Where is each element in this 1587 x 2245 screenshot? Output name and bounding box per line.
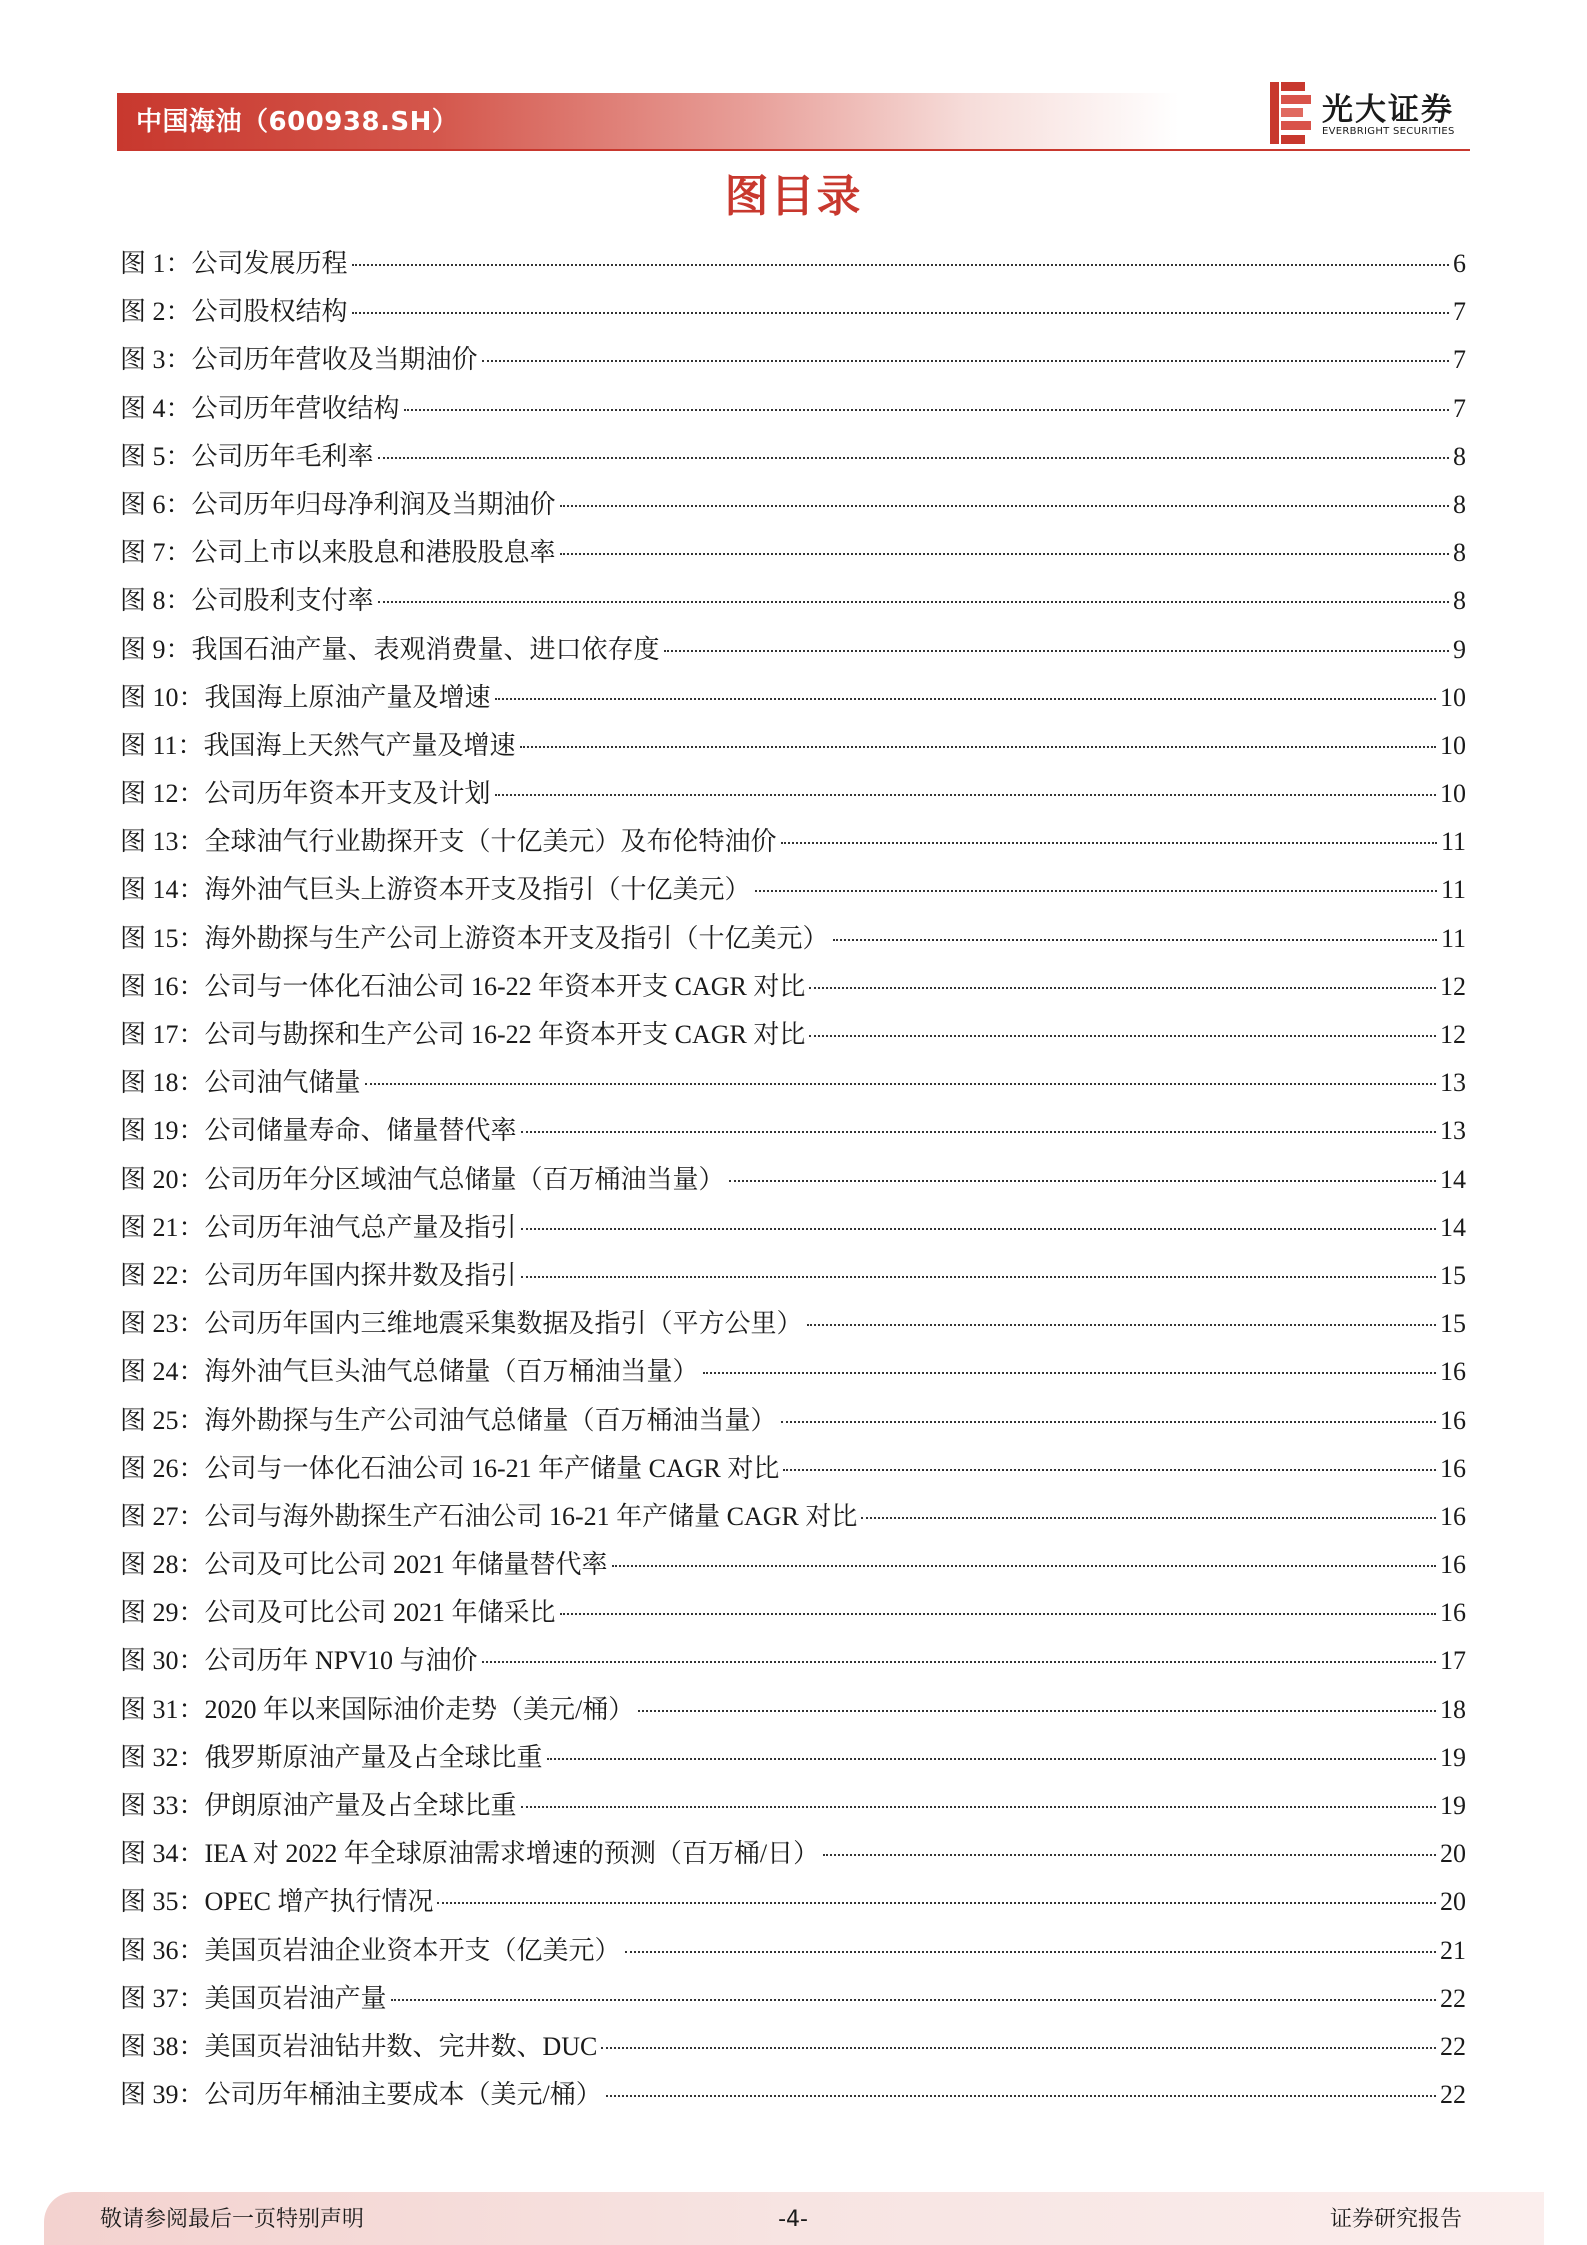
toc-entry-label: 图 22：公司历年国内探井数及指引 xyxy=(120,1260,517,1290)
toc-entry-page: 10 xyxy=(1440,730,1466,760)
toc-entry-page: 16 xyxy=(1440,1501,1466,1531)
toc-entry-label: 图 16：公司与一体化石油公司 16-22 年资本开支 CAGR 对比 xyxy=(120,971,806,1001)
toc-entry[interactable] xyxy=(120,1734,1466,1782)
toc-entry-label: 图 13：全球油气行业勘探开支（十亿美元）及布伦特油价 xyxy=(120,827,777,857)
toc-leader-dots xyxy=(404,409,1449,411)
toc-leader-dots xyxy=(560,505,1449,507)
toc-leader-dots xyxy=(482,1661,1436,1663)
toc-entry-page: 7 xyxy=(1453,297,1466,327)
toc-entry-page: 22 xyxy=(1440,2080,1466,2110)
toc-leader-dots xyxy=(703,1372,1436,1374)
toc-leader-dots xyxy=(823,1854,1436,1856)
toc-entry[interactable] xyxy=(120,240,1466,288)
header-title: 中国海油（600938.SH） xyxy=(136,107,459,137)
toc-entry-page: 22 xyxy=(1440,2031,1466,2061)
toc-leader-dots xyxy=(352,312,1449,314)
toc-entry-page: 17 xyxy=(1440,1646,1466,1676)
toc-leader-dots xyxy=(781,1421,1436,1423)
toc-entry-page: 8 xyxy=(1453,489,1466,519)
toc-entry[interactable] xyxy=(120,288,1466,336)
toc-leader-dots xyxy=(755,890,1437,892)
toc-entry[interactable] xyxy=(120,481,1466,529)
toc-entry[interactable] xyxy=(120,818,1466,866)
logo-text-cn: 光大证券 xyxy=(1322,92,1454,128)
toc-entry-label: 图 23：公司历年国内三维地震采集数据及指引（平方公里） xyxy=(120,1309,803,1339)
toc-entry-page: 6 xyxy=(1453,249,1466,278)
toc-entry-label: 图 38：美国页岩油钻井数、完井数、DUC xyxy=(120,2031,598,2061)
toc-entry[interactable] xyxy=(120,866,1466,914)
toc-entry-page: 8 xyxy=(1453,586,1466,616)
toc-entry[interactable] xyxy=(120,1252,1466,1300)
toc-entry[interactable] xyxy=(120,1300,1466,1348)
toc-entry-page: 19 xyxy=(1440,1791,1466,1820)
toc-entry[interactable] xyxy=(120,433,1466,481)
toc-entry-page: 20 xyxy=(1440,1887,1466,1917)
toc-entry-page: 14 xyxy=(1440,1212,1466,1242)
toc-entry-label: 图 26：公司与一体化石油公司 16-21 年产储量 CAGR 对比 xyxy=(120,1453,780,1483)
toc-leader-dots xyxy=(520,746,1436,748)
figure-toc-list xyxy=(120,240,1466,2119)
toc-entry-label: 图 25：海外勘探与生产公司油气总储量（百万桶油当量） xyxy=(120,1405,777,1435)
toc-entry-label: 图 8：公司股利支付率 xyxy=(120,586,374,616)
toc-entry-label: 图 27：公司与海外勘探生产石油公司 16-21 年产储量 CAGR 对比 xyxy=(120,1501,858,1531)
toc-entry[interactable] xyxy=(120,1011,1466,1059)
toc-entry[interactable] xyxy=(120,336,1466,384)
toc-entry-label: 图 4：公司历年营收结构 xyxy=(120,393,400,423)
toc-leader-dots xyxy=(809,987,1436,989)
toc-entry[interactable] xyxy=(120,1830,1466,1878)
brand-logo xyxy=(1270,82,1470,144)
toc-leader-dots xyxy=(378,457,1449,459)
toc-leader-dots xyxy=(521,1228,1436,1230)
toc-entry-label: 图 17：公司与勘探和生产公司 16-22 年资本开支 CAGR 对比 xyxy=(120,1020,806,1049)
toc-entry-label: 图 20：公司历年分区域油气总储量（百万桶油当量） xyxy=(120,1164,725,1194)
toc-entry-page: 12 xyxy=(1440,971,1466,1001)
toc-entry[interactable] xyxy=(120,2071,1466,2119)
toc-leader-dots xyxy=(495,698,1436,700)
toc-entry-page: 7 xyxy=(1453,393,1466,423)
toc-entry[interactable] xyxy=(120,529,1466,577)
toc-entry-page: 20 xyxy=(1440,1839,1466,1869)
toc-entry-label: 图 31：2020 年以来国际油价走势（美元/桶） xyxy=(120,1694,635,1724)
toc-entry[interactable] xyxy=(120,1589,1466,1637)
toc-entry[interactable] xyxy=(120,2023,1466,2071)
toc-entry[interactable] xyxy=(120,1107,1466,1155)
toc-entry[interactable] xyxy=(120,385,1466,433)
toc-leader-dots xyxy=(437,1902,1436,1904)
toc-entry[interactable] xyxy=(120,1686,1466,1734)
toc-entry-page: 22 xyxy=(1440,1983,1466,2013)
toc-entry-page: 11 xyxy=(1440,923,1466,953)
toc-entry-label: 图 30：公司历年 NPV10 与油价 xyxy=(120,1646,478,1676)
toc-entry-page: 19 xyxy=(1440,1742,1466,1772)
toc-entry-page: 16 xyxy=(1440,1405,1466,1435)
toc-entry-page: 7 xyxy=(1453,345,1466,375)
footer-disclaimer: 敬请参阅最后一页特别声明 xyxy=(100,2207,365,2232)
toc-entry[interactable] xyxy=(120,1059,1466,1107)
toc-entry[interactable] xyxy=(120,915,1466,963)
toc-leader-dots xyxy=(521,1131,1436,1133)
toc-entry-label: 图 5：公司历年毛利率 xyxy=(120,441,374,471)
toc-entry[interactable] xyxy=(120,1397,1466,1445)
toc-entry-page: 8 xyxy=(1453,538,1466,568)
toc-leader-dots xyxy=(495,794,1436,796)
toc-entry-label: 图 29：公司及可比公司 2021 年储采比 xyxy=(120,1598,556,1628)
toc-leader-dots xyxy=(560,553,1449,555)
toc-leader-dots xyxy=(521,1806,1436,1808)
toc-entry-page: 10 xyxy=(1440,779,1466,809)
page-title: 图目录 xyxy=(724,171,863,222)
toc-entry[interactable] xyxy=(120,1348,1466,1396)
toc-entry-page: 9 xyxy=(1453,634,1466,664)
toc-entry-page: 11 xyxy=(1440,875,1466,905)
header-rule xyxy=(117,149,1470,151)
toc-entry[interactable] xyxy=(120,1493,1466,1541)
toc-entry-page: 16 xyxy=(1440,1357,1466,1387)
toc-entry[interactable] xyxy=(120,1927,1466,1975)
toc-leader-dots xyxy=(560,1613,1436,1615)
toc-entry-page: 14 xyxy=(1440,1164,1466,1194)
toc-entry-label: 图 14：海外油气巨头上游资本开支及指引（十亿美元） xyxy=(120,875,751,905)
toc-entry-label: 图 2：公司股权结构 xyxy=(120,297,348,327)
toc-entry-label: 图 36：美国页岩油企业资本开支（亿美元） xyxy=(120,1935,621,1965)
toc-entry[interactable] xyxy=(120,1445,1466,1493)
toc-leader-dots xyxy=(861,1517,1436,1519)
toc-entry-page: 13 xyxy=(1440,1116,1466,1146)
toc-leader-dots xyxy=(729,1180,1436,1182)
toc-leader-dots xyxy=(625,1951,1436,1953)
toc-entry-label: 图 7：公司上市以来股息和港股股息率 xyxy=(120,538,556,568)
toc-leader-dots xyxy=(601,2047,1436,2049)
logo-text-en: EVERBRIGHT SECURITIES xyxy=(1322,126,1455,137)
toc-entry[interactable] xyxy=(120,1782,1466,1830)
toc-leader-dots xyxy=(352,264,1449,266)
toc-entry-label: 图 6：公司历年归母净利润及当期油价 xyxy=(120,489,556,519)
toc-entry[interactable] xyxy=(120,770,1466,818)
toc-entry-label: 图 32：俄罗斯原油产量及占全球比重 xyxy=(120,1742,543,1772)
toc-entry[interactable] xyxy=(120,626,1466,674)
toc-leader-dots xyxy=(606,2095,1436,2097)
toc-entry-page: 18 xyxy=(1440,1694,1466,1724)
toc-entry-page: 12 xyxy=(1440,1020,1466,1049)
toc-entry-label: 图 3：公司历年营收及当期油价 xyxy=(120,345,478,375)
toc-entry-page: 13 xyxy=(1440,1068,1466,1098)
toc-entry-label: 图 19：公司储量寿命、储量替代率 xyxy=(120,1116,517,1146)
toc-entry[interactable] xyxy=(120,1204,1466,1252)
toc-entry-label: 图 24：海外油气巨头油气总储量（百万桶油当量） xyxy=(120,1357,699,1387)
everbright-logo-icon xyxy=(1270,82,1312,144)
toc-entry-label: 图 33：伊朗原油产量及占全球比重 xyxy=(120,1791,517,1820)
toc-entry-page: 16 xyxy=(1440,1550,1466,1580)
toc-leader-dots xyxy=(781,842,1437,844)
toc-entry-label: 图 10：我国海上原油产量及增速 xyxy=(120,682,491,712)
toc-entry-label: 图 21：公司历年油气总产量及指引 xyxy=(120,1212,517,1242)
toc-entry-label: 图 1：公司发展历程 xyxy=(120,249,348,278)
toc-leader-dots xyxy=(638,1710,1436,1712)
toc-entry-page: 16 xyxy=(1440,1453,1466,1483)
toc-leader-dots xyxy=(783,1469,1436,1471)
footer-report-type: 证券研究报告 xyxy=(1330,2207,1463,2232)
toc-leader-dots xyxy=(833,939,1437,941)
toc-entry-page: 21 xyxy=(1440,1935,1466,1965)
toc-leader-dots xyxy=(809,1035,1436,1037)
toc-entry-page: 10 xyxy=(1440,682,1466,712)
toc-entry-label: 图 9：我国石油产量、表观消费量、进口依存度 xyxy=(120,634,660,664)
toc-entry[interactable] xyxy=(120,674,1466,722)
toc-entry[interactable] xyxy=(120,1156,1466,1204)
toc-entry-label: 图 39：公司历年桶油主要成本（美元/桶） xyxy=(120,2080,602,2110)
toc-leader-dots xyxy=(365,1083,1436,1085)
toc-entry-label: 图 28：公司及可比公司 2021 年储量替代率 xyxy=(120,1550,608,1580)
toc-entry[interactable] xyxy=(120,963,1466,1011)
toc-entry-page: 16 xyxy=(1440,1598,1466,1628)
toc-leader-dots xyxy=(391,1999,1436,2001)
toc-entry-page: 8 xyxy=(1453,441,1466,471)
toc-entry-label: 图 18：公司油气储量 xyxy=(120,1068,361,1098)
toc-leader-dots xyxy=(378,601,1449,603)
toc-entry[interactable] xyxy=(120,1975,1466,2023)
toc-entry-label: 图 15：海外勘探与生产公司上游资本开支及指引（十亿美元） xyxy=(120,923,829,953)
toc-entry-label: 图 35：OPEC 增产执行情况 xyxy=(120,1887,434,1917)
toc-entry-label: 图 11：我国海上天然气产量及增速 xyxy=(120,730,516,760)
toc-entry[interactable] xyxy=(120,577,1466,625)
toc-leader-dots xyxy=(521,1276,1436,1278)
toc-entry-page: 15 xyxy=(1440,1260,1466,1290)
toc-leader-dots xyxy=(547,1758,1436,1760)
toc-entry-page: 11 xyxy=(1440,827,1466,857)
toc-entry-label: 图 12：公司历年资本开支及计划 xyxy=(120,779,491,809)
toc-leader-dots xyxy=(612,1565,1436,1567)
toc-entry[interactable] xyxy=(120,722,1466,770)
toc-leader-dots xyxy=(482,360,1449,362)
toc-entry[interactable] xyxy=(120,1878,1466,1926)
toc-entry[interactable] xyxy=(120,1637,1466,1685)
toc-leader-dots xyxy=(807,1324,1436,1326)
toc-leader-dots xyxy=(664,650,1449,652)
toc-entry-label: 图 37：美国页岩油产量 xyxy=(120,1983,387,2013)
toc-entry-label: 图 34：IEA 对 2022 年全球原油需求增速的预测（百万桶/日） xyxy=(120,1839,820,1869)
toc-entry[interactable] xyxy=(120,1541,1466,1589)
page-number: -4- xyxy=(778,2207,808,2232)
toc-entry-page: 15 xyxy=(1440,1309,1466,1339)
